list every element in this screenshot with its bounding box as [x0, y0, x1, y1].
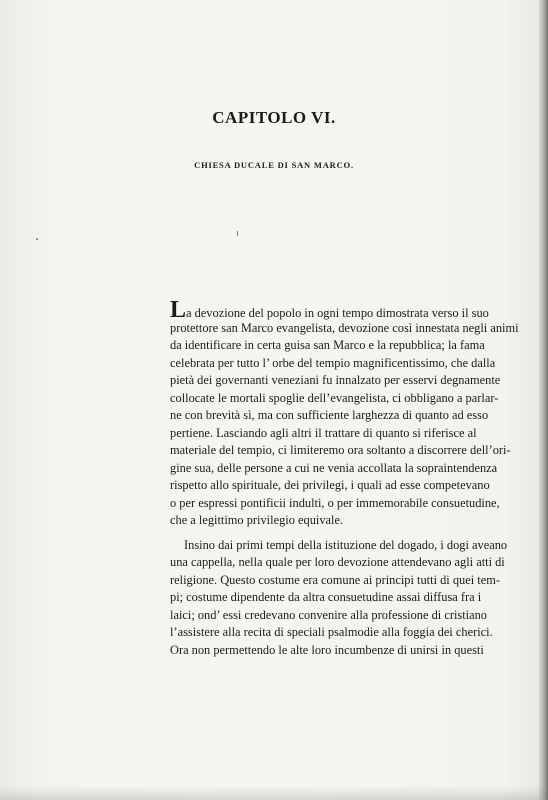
text-line: celebrata per tutto l’ orbe del tempio magnificentissimo, che dalla	[170, 355, 496, 370]
text-line-content: a devozione del popolo in ogni tempo dimostrata verso il suo	[186, 306, 489, 320]
text-line: Insino dai primi tempi della istituzione del dogado, i dogi aveano	[184, 537, 508, 552]
text-line: rispetto allo spirituale, dei privilegi, i quali ad esse competevano	[170, 478, 490, 492]
paper-speck	[36, 238, 38, 240]
text-line: ne con brevità sì, ma con sufficiente larghezza di quanto ad esso	[170, 408, 489, 422]
text-line: l’assistere alla recita di speciali psalmodie alla foggia dei cherici.	[170, 625, 493, 639]
text-line: materiale del tempio, ci limiteremo ora soltanto a discorrere dell’ori-	[170, 443, 511, 457]
text-line: pi; costume dipendente da altra consuetudine assai diffusa fra i	[170, 590, 482, 604]
text-line: una cappella, nella quale per loro devozione attendevano agli atti di	[170, 555, 505, 569]
chapter-title: CAPITOLO VI.	[212, 108, 336, 127]
text-line: che a legittimo privilegio equivale.	[170, 513, 344, 527]
text-line: pietà dei governanti veneziani fu innalzato per esservi degnamente	[170, 373, 501, 387]
text-line: o per espressi pontificii indulti, o per immemorabile consuetudine,	[170, 495, 500, 510]
text-line: gine sua, delle persone a cui ne venia accollata la sopraintendenza	[170, 460, 498, 475]
body-text	[170, 297, 519, 659]
text-line: collocate le mortali spoglie dell’evangelista, ci obbligano a parlar-	[170, 390, 499, 405]
text-line: laici; ond’ essi credevano convenire alla professione di cristiano	[170, 607, 487, 622]
text-line: Ora non permettendo le alte loro incumbenze di unirsi in questi	[170, 642, 484, 657]
text-line: pertiene. Lasciando agli altri il trattare di quanto si riferisce al	[170, 425, 477, 440]
text-line	[170, 297, 489, 323]
drop-cap: L	[170, 297, 187, 323]
paper-speck	[237, 231, 238, 236]
chapter-subtitle: CHIESA DUCALE DI SAN MARCO.	[194, 160, 354, 170]
page-bottom-shadow	[0, 786, 548, 800]
text-line: religione. Questo costume era comune ai principi tutti di quei tem-	[170, 572, 500, 587]
text-line: protettore san Marco evangelista, devozione così innestata negli animi	[170, 320, 519, 335]
text-line: da identificare in certa guisa san Marco e la repubblica; la fama	[170, 338, 485, 352]
